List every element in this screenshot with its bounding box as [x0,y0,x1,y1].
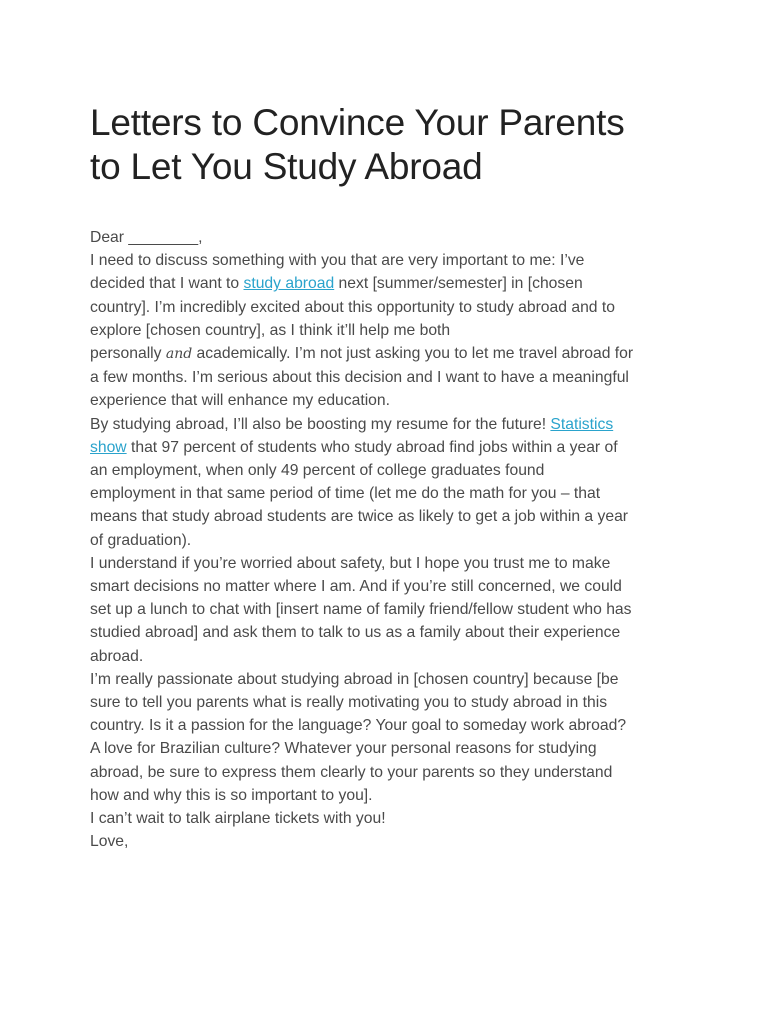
paragraph-line: country. Is it a passion for the language? Your goal to someday work abroad? [90,717,627,735]
paragraph-line: of graduation). [90,531,192,549]
salutation-text: Dear ________, [90,229,203,246]
paragraph-passion [90,668,690,807]
paragraph-line: studied abroad] and ask them to talk to us as a family about their experience [90,624,621,642]
statistics-link-part-2[interactable]: show [90,438,127,456]
emphasis-and: and [165,346,193,363]
text-run: personally [90,345,166,363]
paragraph-line: I understand if you’re worried about safety, but I hope you trust me to make [90,554,611,572]
paragraph-line: smart decisions no matter where I am. And if you’re still concerned, we could [90,578,622,596]
page-title [90,101,730,189]
paragraph-line [90,272,690,295]
paragraph-tickets [90,807,690,830]
closing-text: Love, [90,833,129,851]
paragraph-line: set up a lunch to chat with [insert name of family friend/fellow student who has [90,601,632,619]
paragraph-line: means that study abroad students are twice as likely to get a job within a year [90,508,629,526]
paragraph-line: I’m really passionate about studying abroad in [chosen country] because [be [90,670,619,688]
text-run: academically. I’m not just asking you to let me travel abroad for [192,345,634,363]
paragraph-line: sure to tell you parents what is really motivating you to study abroad in this [90,694,608,712]
paragraph-line: I need to discuss something with you that are very important to me: I’ve [90,252,585,270]
text-run: decided that I want to [90,275,244,293]
paragraph-line [90,436,690,459]
salutation [90,226,690,249]
paragraph-line: country]. I’m incredibly excited about this opportunity to study abroad and to [90,298,615,316]
paragraph-line: abroad, be sure to express them clearly to your parents so they understand [90,763,613,781]
text-run: that 97 percent of students who study abroad find jobs within a year of [126,438,618,456]
text-run: next [summer/semester] in [chosen [334,275,583,293]
paragraph-safety [90,552,690,668]
paragraph-line: explore [chosen country], as I think it’ll help me both [90,321,451,339]
paragraph-line: employment in that same period of time (let me do the math for you – that [90,485,601,503]
paragraph-line: A love for Brazilian culture? Whatever your personal reasons for studying [90,740,597,758]
closing [90,830,690,853]
title-line-1: Letters to Convince Your Parents [90,102,625,143]
study-abroad-link[interactable]: study abroad [243,275,335,293]
letter-body [90,226,690,853]
paragraph-line [90,413,690,436]
paragraph-line [90,342,690,366]
paragraph-resume [90,413,690,552]
paragraph-line: an employment, when only 49 percent of college graduates found [90,462,545,480]
paragraph-line: abroad. [90,647,144,665]
paragraph-line: a few months. I’m serious about this decision and I want to have a meaningful [90,369,629,387]
paragraph-line: I can’t wait to talk airplane tickets with you! [90,810,386,828]
paragraph-intro [90,249,690,412]
statistics-link-part-1[interactable]: Statistics [550,415,614,433]
paragraph-line: experience that will enhance my education. [90,392,390,410]
title-line-2: to Let You Study Abroad [90,146,483,187]
paragraph-line: how and why this is so important to you]. [90,786,373,804]
text-run: By studying abroad, I’ll also be boosting my resume for the future! [90,415,551,433]
